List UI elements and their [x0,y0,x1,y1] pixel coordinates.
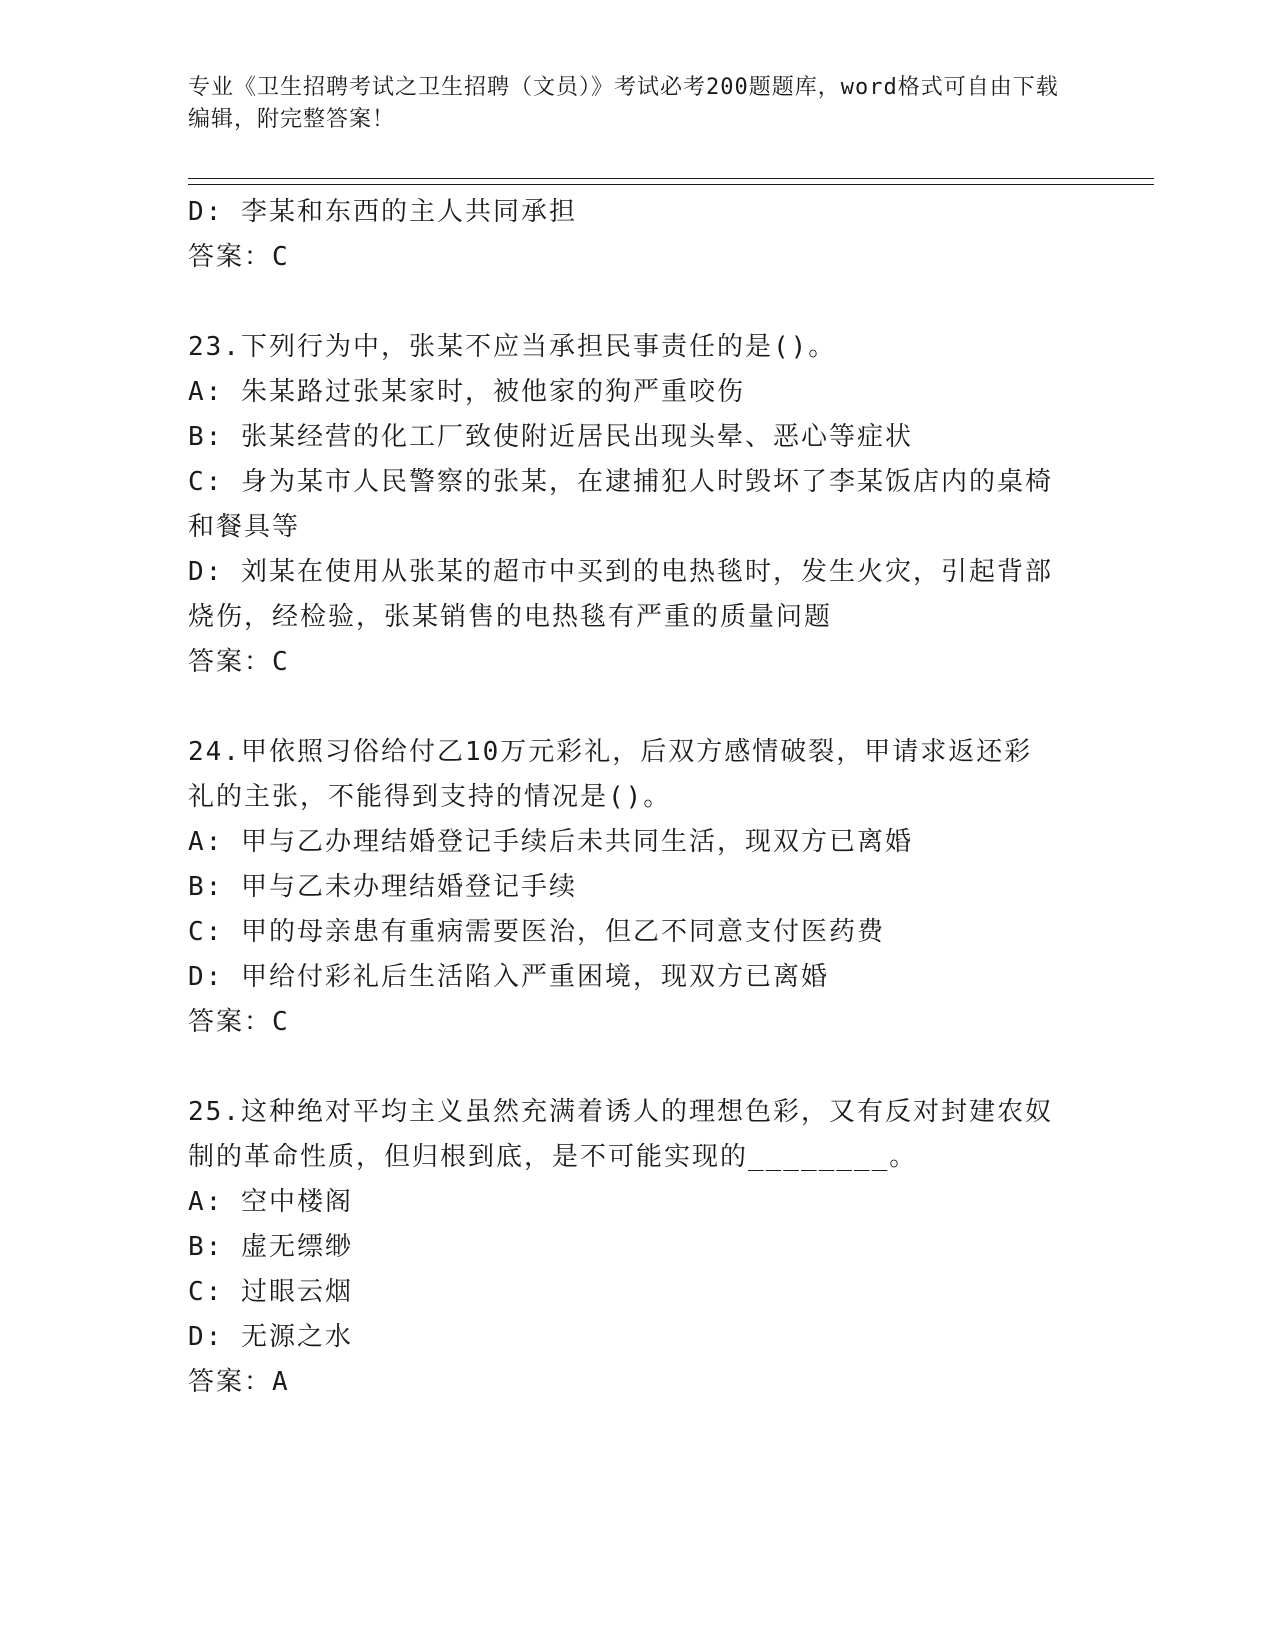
question-list [188,190,1088,1405]
question-stem: 23.下列行为中，张某不应当承担民事责任的是()。 [188,332,837,362]
option-c: C: 甲的母亲患有重病需要医治，但乙不同意支付医药费 [188,917,885,947]
option-d: D: 甲给付彩礼后生活陷入严重困境，现双方已离婚 [188,962,829,992]
option-c: C: 身为某市人民警察的张某，在逮捕犯人时毁坏了李某饭店内的桌椅 [188,467,1053,497]
option-d: D: 无源之水 [188,1322,353,1352]
option-c: C: 过眼云烟 [188,1277,353,1307]
page-header-title: 专业《卫生招聘考试之卫生招聘（文员）》考试必考200题题库，word格式可自由下载编辑，附完整答案！ [188,75,1059,132]
option-d: D: 李某和东西的主人共同承担 [188,197,577,227]
question-continuation [188,190,1088,280]
question-24 [188,730,1088,1045]
option-a: A: 甲与乙办理结婚登记手续后未共同生活，现双方已离婚 [188,827,913,857]
option-b: B: 虚无缥缈 [188,1232,353,1262]
option-d-continued: 烧伤，经检验，张某销售的电热毯有严重的质量问题 [188,602,833,632]
header-divider-bottom [188,184,1154,185]
question-stem-continued: 制的革命性质，但归根到底，是不可能实现的________。 [188,1142,918,1172]
answer-line: 答案：C [188,242,290,272]
header-divider-top [188,178,1154,179]
option-a: A: 空中楼阁 [188,1187,353,1217]
option-b: B: 张某经营的化工厂致使附近居民出现头晕、恶心等症状 [188,422,913,452]
answer-line: 答案：C [188,647,290,677]
question-25 [188,1090,1088,1405]
option-a: A: 朱某路过张某家时，被他家的狗严重咬伤 [188,377,745,407]
question-stem-continued: 礼的主张，不能得到支持的情况是()。 [188,782,672,812]
question-stem: 24.甲依照习俗给付乙10万元彩礼，后双方感情破裂，甲请求返还彩 [188,737,1033,767]
option-c-continued: 和餐具等 [188,512,301,542]
question-stem: 25.这种绝对平均主义虽然充满着诱人的理想色彩，又有反对封建农奴 [188,1097,1053,1127]
answer-line: 答案：C [188,1007,290,1037]
answer-line: 答案：A [188,1367,290,1397]
option-d: D: 刘某在使用从张某的超市中买到的电热毯时，发生火灾，引起背部 [188,557,1053,587]
option-b: B: 甲与乙未办理结婚登记手续 [188,872,577,902]
question-23 [188,325,1088,685]
